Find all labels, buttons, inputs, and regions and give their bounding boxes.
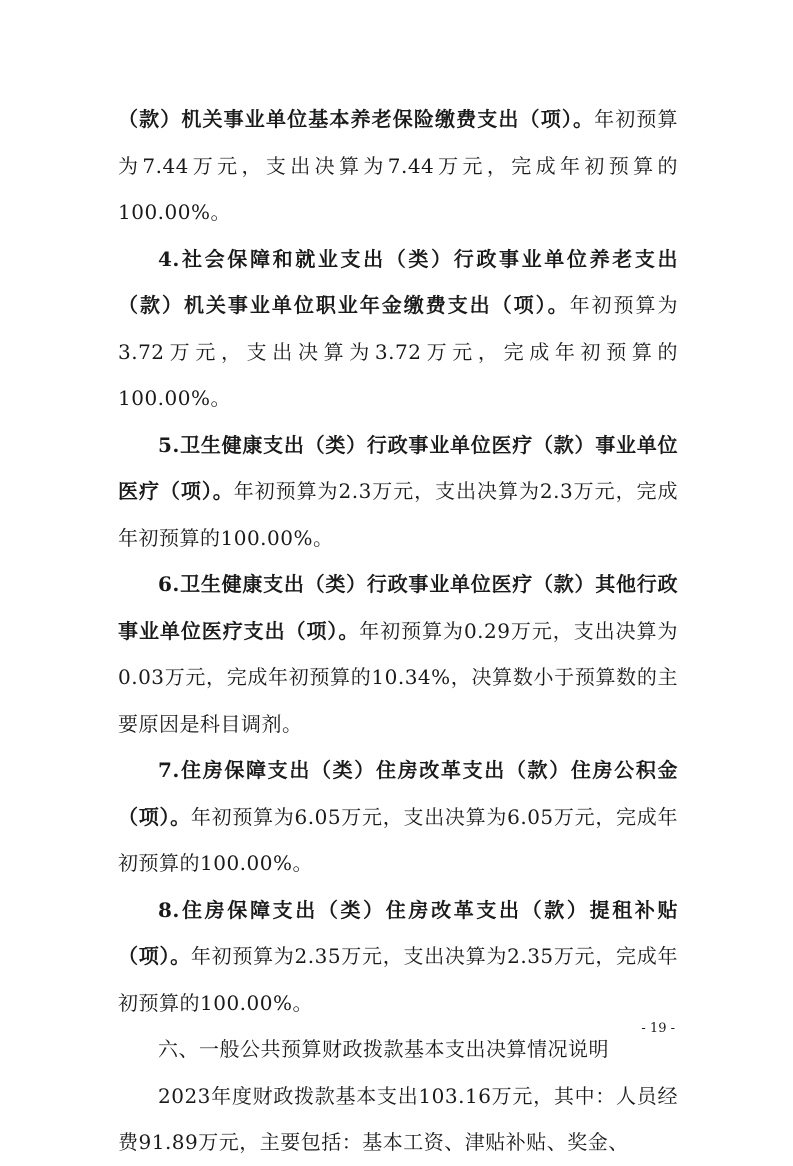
paragraph-pension-insurance <box>118 96 678 236</box>
paragraph-title: 6.卫生健康支出（类）行政事业单位医疗（款）其他行政事业单位医疗支出（项）。 <box>118 572 678 643</box>
paragraph-other-medical <box>118 561 678 747</box>
paragraph-title: 4.社会保障和就业支出（类）行政事业单位养老支出（款）机关事业单位职业年金缴费支出（项）。 <box>118 246 678 317</box>
paragraph-institution-medical <box>118 422 678 562</box>
paragraph-text: 年初预算为2.3万元，支出决算为2.3万元，完成年初预算的100.00%。 <box>118 479 678 550</box>
paragraph-title: 5.卫生健康支出（类）行政事业单位医疗（款）事业单位医疗（项）。 <box>118 432 678 503</box>
paragraph-text: 年初预算为3.72万元，支出决算为3.72万元，完成年初预算的100.00%。 <box>118 293 679 410</box>
document-body <box>118 96 678 1166</box>
paragraph-title: （款）机关事业单位基本养老保险缴费支出（项）。 <box>118 107 595 131</box>
paragraph-text: 年初预算为7.44万元，支出决算为7.44万元，完成年初预算的100.00%。 <box>118 107 679 224</box>
paragraph-text: 年初预算为6.05万元，支出决算为6.05万元，完成年初预算的100.00%。 <box>118 804 678 875</box>
section-body: 2023年度财政拨款基本支出103.16万元，其中：人员经费91.89万元，主要包括：基本工资、津贴补贴、奖金、 <box>118 1083 678 1154</box>
page-number: - 19 - <box>641 1021 675 1036</box>
paragraph-rent-subsidy <box>118 887 678 1027</box>
paragraph-text: 年初预算为0.29万元，支出决算为0.03万元，完成年初预算的10.34%，决算数小于预算数的主要原因是科目调剂。 <box>118 618 679 736</box>
paragraph-occupational-annuity <box>118 236 678 422</box>
paragraph-housing-fund <box>118 747 678 887</box>
paragraph-title: 8.住房保障支出（类）住房改革支出（款）提租补贴（项）。 <box>118 897 678 968</box>
paragraph-title: 7.住房保障支出（类）住房改革支出（款）住房公积金（项）。 <box>118 758 678 829</box>
section-heading: 六、一般公共预算财政拨款基本支出决算情况说明 <box>158 1037 609 1061</box>
paragraph-text: 年初预算为2.35万元，支出决算为2.35万元，完成年初预算的100.00%。 <box>118 944 678 1015</box>
